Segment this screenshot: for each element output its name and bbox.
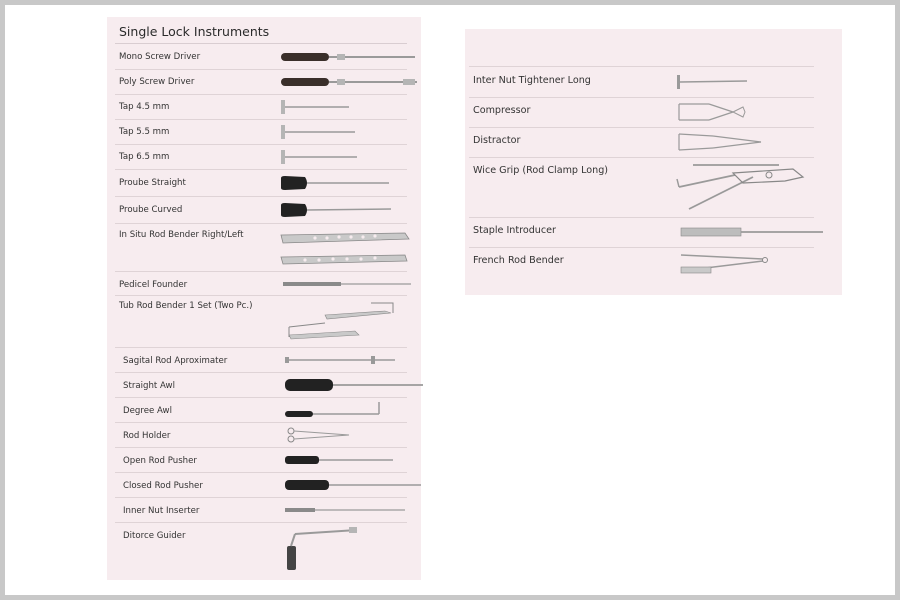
instrument-name: Open Rod Pusher [123,456,197,466]
instrument-name: Degree Awl [123,406,172,416]
instrument-name: Closed Rod Pusher [123,481,203,491]
instrument-name: Proube Straight [119,178,186,188]
list-item [115,196,407,224]
closed-rod-pusher-image [275,477,425,493]
instrument-name: Compressor [473,105,531,116]
list-item [469,127,814,158]
instrument-name: Inner Nut Inserter [123,506,200,516]
instrument-name: Inter Nut Tightener Long [473,75,591,86]
tub-rod-bender-image [275,301,425,343]
list-item [115,119,407,145]
french-rod-bender-image [673,249,813,275]
instrument-name: Distractor [473,135,521,146]
list-item [115,271,407,296]
inner-nut-inserter-image [275,503,425,517]
list-item [469,97,814,128]
list-item [115,169,407,197]
list-item [115,422,407,448]
instrument-name: Tap 6.5 mm [119,152,170,162]
degree-awl-image [275,399,425,421]
straight-awl-image [275,376,425,394]
instrument-name: Tap 4.5 mm [119,102,170,112]
instrument-name: Rod Holder [123,431,171,441]
catalog-title: Single Lock Instruments [119,24,270,39]
list-item [115,94,407,120]
proube-straight-image [275,174,425,192]
list-item [115,372,407,398]
instrument-name: Tub Rod Bender 1 Set (Two Pc.) [119,301,253,311]
instrument-name: Mono Screw Driver [119,52,201,62]
instrument-name: Staple Introducer [473,225,557,236]
list-item [115,497,407,523]
compressor-image [673,100,813,124]
list-item [115,69,407,95]
list-item [115,447,407,473]
instrument-name: Straight Awl [123,381,175,391]
instrument-name: French Rod Bender [473,255,564,266]
instrument-catalog-left [107,17,421,580]
instrument-name: Ditorce Guider [123,531,186,541]
tap-5-5-image [275,123,425,141]
wice-grip-image [673,161,813,215]
instrument-name: Proube Curved [119,205,183,215]
instrument-catalog-right [465,29,842,295]
poly-screw-driver-image [275,75,425,89]
list-item [115,295,407,348]
instrument-name: Sagital Rod Aproximater [123,356,228,366]
proube-curved-image [275,201,425,219]
mono-screw-driver-image [275,50,425,64]
inter-nut-tightener-image [673,73,813,91]
tap-6-5-image [275,148,425,166]
ditorce-guider-image [275,526,425,572]
instrument-name: In Situ Rod Bender Right/Left [119,230,244,240]
rod-holder-image [275,426,425,444]
list-item [115,223,407,272]
list-item [115,44,407,70]
tap-4-5-image [275,98,425,116]
staple-introducer-image [673,225,823,239]
list-item [115,522,407,574]
list-item [469,67,814,98]
instrument-name: Wice Grip (Rod Clamp Long) [473,165,609,176]
pedicel-founder-image [275,277,425,291]
distractor-image [673,130,813,154]
list-item [115,472,407,498]
list-item [469,247,814,277]
list-item [469,157,814,218]
in-situ-rod-bender-image [275,231,425,267]
instrument-name: Tap 5.5 mm [119,127,170,137]
sagital-rod-aproximater-image [275,352,425,368]
open-rod-pusher-image [275,453,425,467]
list-item [115,144,407,170]
instrument-name: Poly Screw Driver [119,77,195,87]
list-item [115,347,407,373]
instrument-name: Pedicel Founder [119,280,188,290]
list-item [115,397,407,423]
list-item [469,217,814,248]
